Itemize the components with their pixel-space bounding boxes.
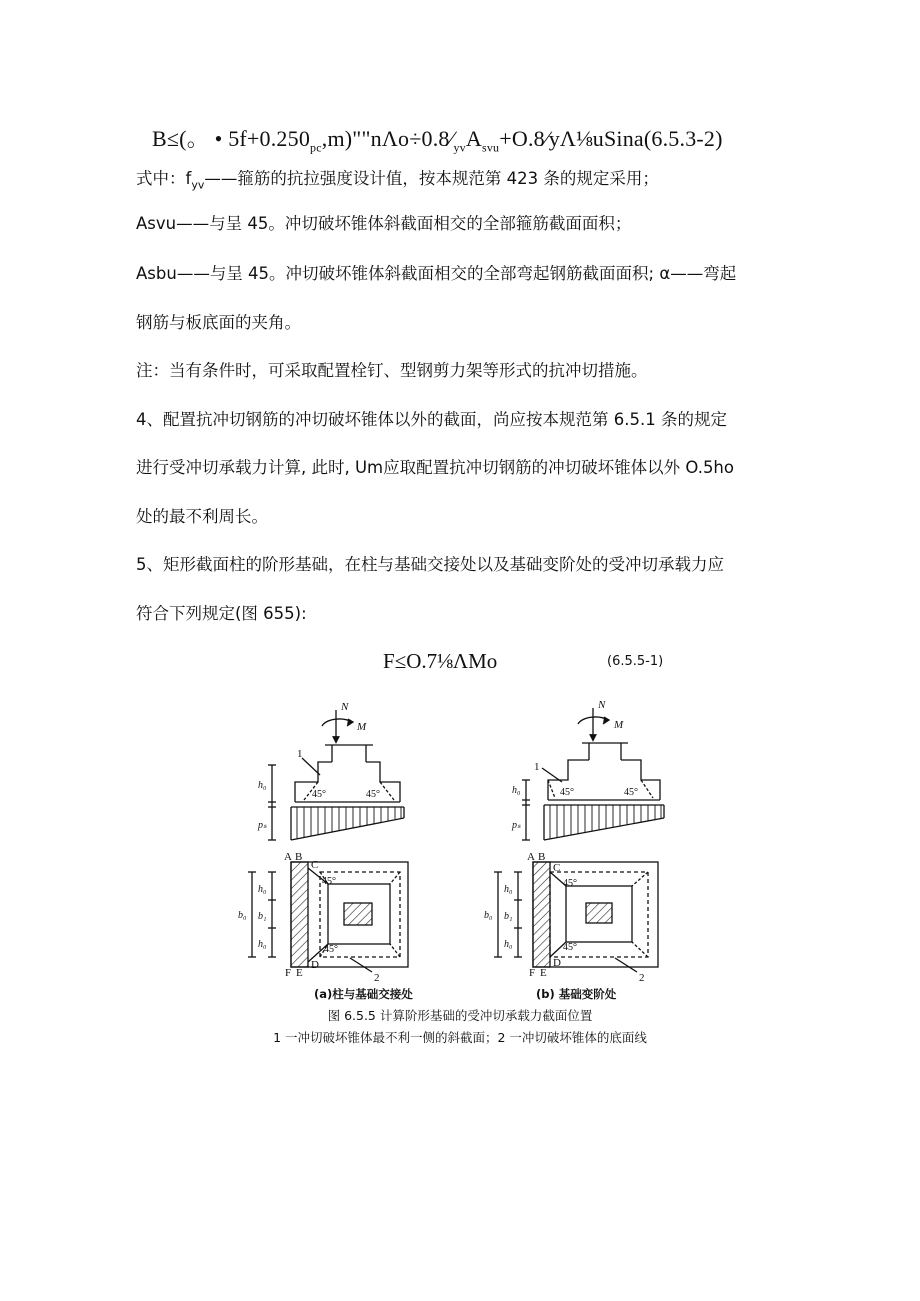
paragraph-item-4-cont: 进行受冲切承载力计算, 此时, Um应取配置抗冲切钢筋的冲切破坏锥体以外 O.5ho	[136, 458, 734, 477]
elevation-b	[522, 708, 664, 840]
label-b0: b₀	[484, 910, 493, 921]
elevation-a	[268, 710, 404, 840]
label-E: E	[540, 967, 547, 979]
paragraph-item-4-end: 处的最不利周长。	[136, 507, 268, 526]
formula-6-5-5-1: F≤O.7⅛ΛMo	[383, 649, 498, 673]
label-moment: M	[357, 721, 367, 733]
formula-number: (6.5.5-1)	[607, 654, 664, 669]
label-angle: 45°	[563, 942, 577, 953]
text-span: 式中：f	[136, 169, 192, 188]
label-b1: b₁	[258, 911, 267, 922]
label-angle: 45°	[366, 789, 380, 800]
paragraph-alpha: 钢筋与板底面的夹角。	[136, 313, 301, 332]
formula-subscript: svu	[481, 140, 500, 155]
paragraph-note: 注：当有条件时，可采取配置栓钉、型钢剪力架等形式的抗冲切措施。	[136, 361, 648, 380]
label-angle: 45°	[624, 787, 638, 798]
label-F: F	[529, 967, 536, 979]
elevation-b-labels	[511, 699, 638, 831]
label-2: 2	[639, 972, 645, 984]
label-E: E	[296, 967, 303, 979]
label-angle: 45°	[324, 944, 338, 955]
formula-part: +O.8∕yΛ⅛uSina(6.5.3-2)	[499, 126, 723, 151]
label-angle: 45°	[560, 787, 574, 798]
label-B: B	[295, 851, 303, 863]
text-span: ——箍筋的抗拉强度设计值，按本规范第 423 条的规定采用；	[204, 169, 659, 188]
label-C: C	[311, 859, 319, 871]
label-h0: h₀	[504, 884, 513, 895]
label-h0: h₀	[504, 939, 513, 950]
plan-b-labels	[484, 851, 645, 984]
subfigure-caption-b: (b) 基础变阶处	[536, 987, 617, 1001]
formula-subscript: pc	[310, 140, 322, 155]
label-D: D	[311, 959, 319, 971]
label-C: C	[553, 862, 561, 874]
paragraph-item-5-cont: 符合下列规定(图 655):	[136, 604, 307, 623]
label-h0: h₀	[258, 780, 267, 791]
text-subscript: yv	[191, 178, 205, 192]
label-A: A	[284, 851, 292, 863]
label-angle: 45°	[322, 876, 336, 887]
label-b0: b₀	[238, 910, 247, 921]
label-F: F	[285, 967, 292, 979]
label-D: D	[553, 957, 561, 969]
label-moment: M	[614, 719, 624, 731]
paragraph-item-4: 4、配置抗冲切钢筋的冲切破坏锥体以外的截面，尚应按本规范第 6.5.1 条的规定	[136, 410, 727, 429]
label-angle: 45°	[312, 789, 326, 800]
label-angle: 45°	[563, 878, 577, 889]
label-h0: h₀	[258, 884, 267, 895]
label-axial-force: N	[598, 699, 606, 711]
figure-legend: 1 一冲切破坏锥体最不利一侧的斜截面；2 一冲切破坏锥体的底面线	[273, 1030, 647, 1045]
paragraph-item-5: 5、矩形截面柱的阶形基础，在柱与基础交接处以及基础变阶处的受冲切承载力应	[136, 555, 724, 574]
formula-part: ,m)""nΛo÷0.8∕	[321, 126, 454, 151]
label-h0: h₀	[258, 939, 267, 950]
label-2: 2	[374, 972, 380, 984]
label-b1: b₁	[504, 911, 513, 922]
figure-caption: 图 6.5.5 计算阶形基础的受冲切承载力截面位置	[327, 1008, 593, 1023]
paragraph-asbu: Asbu——与呈 45。冲切破坏锥体斜截面相交的全部弯起钢筋截面面积; α——弯起	[136, 264, 737, 283]
paragraph-asvu: Asvu——与呈 45。冲切破坏锥体斜截面相交的全部箍筋截面面积；	[136, 214, 632, 233]
label-ps: pₛ	[512, 820, 521, 831]
subfigure-caption-a: (a)柱与基础交接处	[314, 987, 413, 1001]
formula-part: 。 • 5f+0.250	[186, 126, 311, 151]
label-h0: h₀	[512, 785, 521, 796]
label-1: 1	[534, 761, 540, 773]
label-axial-force: N	[341, 701, 349, 713]
label-ps: pₛ	[258, 820, 267, 831]
label-B: B	[538, 851, 546, 863]
label-A: A	[527, 851, 535, 863]
label-1: 1	[297, 748, 303, 760]
formula-part: A	[465, 126, 482, 151]
formula-part: B≤(	[152, 126, 187, 151]
formula-subscript: yv	[453, 140, 466, 155]
